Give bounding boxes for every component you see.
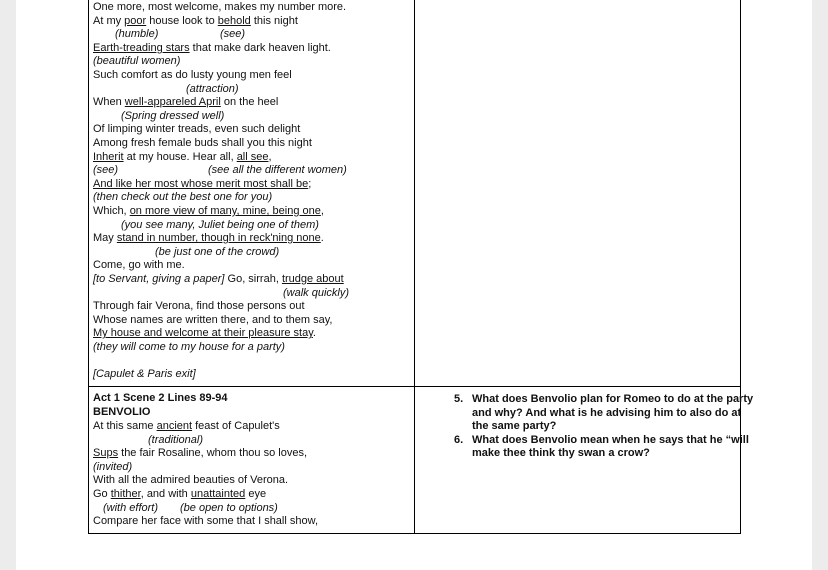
table-border-bottom (88, 533, 741, 534)
question-text: What does Benvolio plan for Romeo to do at the party and why? And what is he advising him to also do at the same party? (472, 393, 754, 433)
text-line (93, 96, 278, 110)
text-segment: Compare her face with some that I shall show, (93, 515, 318, 528)
text-segment: At this same (93, 420, 157, 432)
underlined-phrase: Earth-treading stars (93, 41, 190, 54)
text-segment: (beautiful women) (93, 55, 181, 68)
text-segment: Among fresh female buds shall you this night (93, 137, 312, 149)
text-line (186, 83, 239, 97)
underlined-phrase: behold (217, 14, 251, 27)
text-line (148, 434, 203, 448)
text-segment: the fair Rosaline, whom thou so loves, (118, 447, 308, 460)
text-segment: Whose names are written there, and to them say, (93, 313, 333, 326)
underlined-phrase: on more view of many, mine, being one (129, 205, 321, 217)
underlined-phrase: stand in number, though in reck'ning none (116, 232, 321, 245)
text-line (93, 164, 118, 178)
underlined-phrase: Sups (93, 447, 119, 460)
text-line (93, 259, 185, 273)
text-line (93, 368, 196, 382)
text-segment: . (312, 327, 316, 340)
text-segment: Come, go with me. (93, 259, 185, 272)
text-segment: With all the admired beauties of Verona. (93, 474, 289, 487)
text-segment: (invited) (93, 460, 133, 473)
text-segment: , (320, 205, 324, 217)
text-segment: May (93, 232, 117, 245)
speaker-name: BENVOLIO (93, 406, 151, 418)
text-segment: When (93, 96, 125, 109)
underlined-phrase: ancient (156, 420, 193, 432)
text-segment: ; (308, 177, 312, 190)
text-segment: at my house. Hear all, (123, 150, 237, 163)
text-segment: Which, (93, 205, 130, 217)
text-segment: [Capulet & Paris exit] (93, 368, 196, 381)
document-page (16, 0, 812, 570)
text-segment: (be just one of the crowd) (155, 245, 280, 258)
question-number: 5. (454, 393, 464, 405)
text-segment: Of limping winter treads, even such delight (93, 123, 301, 136)
text-line (93, 420, 280, 434)
underlined-phrase: Inherit (93, 150, 124, 163)
text-line (93, 232, 324, 246)
text-segment: (attraction) (186, 82, 239, 95)
text-segment: Go (93, 488, 111, 500)
text-line (93, 178, 311, 192)
text-segment: on the heel (220, 96, 279, 109)
text-line (93, 205, 324, 219)
text-line (283, 287, 349, 301)
text-line (93, 474, 288, 488)
text-line (93, 273, 344, 287)
underlined-phrase: thither (110, 488, 141, 500)
text-line (93, 300, 305, 314)
underlined-phrase: well-appareled April (124, 96, 221, 109)
text-segment: (then check out the best one for you) (93, 191, 273, 204)
text-line (115, 28, 158, 42)
text-segment: (see) (93, 164, 119, 177)
gloss-note: (be open to options) (180, 501, 278, 514)
underlined-phrase: poor (124, 14, 147, 27)
text-line (93, 314, 332, 328)
question-list (454, 393, 754, 461)
question-item (454, 434, 754, 461)
text-line (93, 55, 180, 69)
text-segment: this night (250, 14, 298, 27)
text-segment: eye (245, 488, 267, 500)
text-segment: (Spring dressed well) (121, 109, 225, 122)
text-line (93, 191, 272, 205)
text-line (93, 137, 312, 151)
text-line (103, 502, 158, 516)
scene-heading: Act 1 Scene 2 Lines 89-94 (93, 392, 228, 404)
table-row-divider (88, 386, 741, 387)
text-segment: . (320, 232, 324, 245)
text-segment: Through fair Verona, find those persons out (93, 300, 305, 313)
text-line (93, 42, 331, 56)
text-line (121, 219, 319, 233)
text-segment: Go, sirrah, (224, 273, 282, 285)
table-border-middle (414, 0, 415, 534)
text-segment: Such comfort as do lusty young men feel (93, 69, 292, 81)
text-line (93, 15, 298, 29)
text-line (93, 1, 346, 15)
text-line (93, 515, 318, 529)
text-segment: that make dark heaven light. (189, 41, 331, 54)
text-segment: (with effort) (103, 501, 159, 514)
text-segment: (you see many, Juliet being one of them) (121, 218, 319, 231)
text-segment: [to Servant, giving a paper] (93, 273, 225, 285)
text-segment: (walk quickly) (283, 286, 350, 299)
text-line (93, 327, 316, 341)
text-segment: , and with (140, 488, 191, 500)
text-segment: feast of Capulet's (192, 420, 280, 432)
text-segment: (traditional) (148, 433, 204, 446)
question-text: What does Benvolio mean when he says that he “will make thee think thy swan a crow? (472, 433, 749, 460)
underlined-phrase: all see (236, 150, 269, 163)
text-line (93, 488, 266, 502)
text-line (93, 123, 300, 137)
gloss-note: (see) (220, 28, 246, 41)
underlined-phrase: And like her most whose merit most shall be (93, 177, 309, 190)
text-segment: At my (93, 14, 125, 27)
underlined-phrase: unattainted (190, 488, 246, 500)
text-line (93, 151, 272, 165)
text-segment: house look to (146, 14, 218, 27)
text-segment: One more, most welcome, makes my number more. (93, 1, 347, 13)
text-segment: (humble) (115, 28, 159, 41)
text-line (93, 461, 132, 475)
text-line (155, 246, 279, 260)
question-number: 6. (454, 433, 464, 446)
table-border-left (88, 0, 89, 534)
question-item (454, 393, 754, 434)
underlined-phrase: trudge about (281, 273, 344, 285)
text-line (93, 341, 285, 355)
text-line (93, 447, 307, 461)
text-segment: , (268, 150, 272, 163)
text-segment: (they will come to my house for a party) (93, 341, 285, 353)
text-line (93, 69, 292, 83)
underlined-phrase: My house and welcome at their pleasure stay (93, 327, 313, 340)
text-line (121, 110, 224, 124)
gloss-note: (see all the different women) (208, 164, 347, 177)
